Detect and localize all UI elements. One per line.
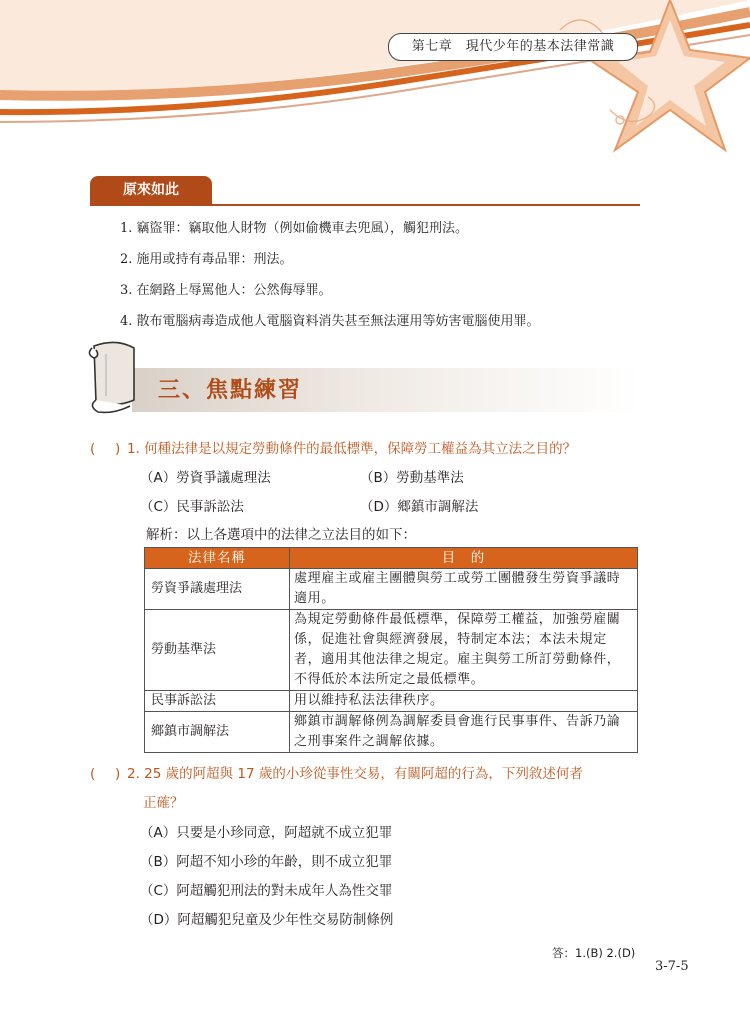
answer-blank-open: (: [90, 441, 96, 457]
question-text: 2. 25 歲的阿超與 17 歲的小珍從事性交易，有關阿超的行為，下列敘述何者: [127, 766, 583, 782]
section-tab-label: 原來如此: [90, 176, 212, 204]
table-row: [145, 610, 638, 691]
chapter-title: 第七章 現代少年的基本法律常識: [388, 33, 638, 61]
law-name: 勞資爭議處理法: [145, 569, 290, 610]
answer-blank-close: ): [115, 766, 121, 782]
question-text: 1. 何種法律是以規定勞動條件的最低標準，保障勞工權益為其立法之目的？: [127, 441, 577, 457]
analysis-text: 解析：以上各選項中的法律之立法目的如下：: [146, 527, 416, 543]
law-purpose: 用以維持私法法律秩序。: [290, 691, 638, 712]
explanation-item: 3. 在網路上辱罵他人：公然侮辱罪。: [120, 283, 332, 298]
header-decoration: [0, 0, 750, 160]
law-purpose-table: [144, 547, 638, 753]
answer-blank-open: (: [90, 766, 96, 782]
law-name: 鄉鎮市調解法: [145, 712, 290, 753]
law-purpose: 鄉鎮市調解條例為調解委員會進行民事事件、告訴乃論之刑事案件之調解依據。: [290, 712, 638, 753]
law-name: 民事訴訟法: [145, 691, 290, 712]
option-b: （B）阿超不知小珍的年齡，則不成立犯罪: [140, 854, 393, 870]
table-row: [145, 569, 638, 610]
law-purpose: 為規定勞動條件最低標準，保障勞工權益，加強勞雇關係，促進社會與經濟發展，特制定本法；本法未規定者，適用其他法律之規定。雇主與勞工所訂勞動條件，不得低於本法所定之最低標準。: [290, 610, 638, 691]
explanation-item: 2. 施用或持有毒品罪：刑法。: [120, 252, 293, 267]
law-name: 勞動基準法: [145, 610, 290, 691]
option-c: （C）民事訴訟法: [140, 499, 244, 515]
table-header-row: [145, 548, 638, 569]
option-c: （C）阿超觸犯刑法的對未成年人為性交罪: [140, 883, 393, 899]
option-a: （A）勞資爭議處理法: [140, 470, 271, 486]
option-a: （A）只要是小珍同意，阿超就不成立犯罪: [140, 825, 393, 841]
scroll-icon: [86, 340, 146, 416]
answer-key: 答：1.(B) 2.(D): [552, 946, 636, 960]
law-purpose: 處理雇主或雇主團體與勞工或勞工團體發生勞資爭議時適用。: [290, 569, 638, 610]
option-b: （B）勞動基準法: [360, 470, 464, 486]
answer-blank-close: ): [115, 441, 121, 457]
table-header-name: 法律名稱: [145, 548, 290, 569]
page-number: 3-7-5: [655, 959, 689, 974]
table-header-purpose: 目 的: [290, 548, 638, 569]
option-d: （D）鄉鎮市調解法: [360, 499, 479, 515]
section-divider: [90, 204, 640, 206]
explanation-item: 1. 竊盜罪：竊取他人財物（例如偷機車去兜風），觸犯刑法。: [120, 221, 469, 236]
explanation-item: 4. 散布電腦病毒造成他人電腦資料消失甚至無法運用等妨害電腦使用罪。: [120, 314, 540, 329]
option-d: （D）阿超觸犯兒童及少年性交易防制條例: [140, 912, 394, 928]
question-text-continued: 正確？: [143, 795, 184, 811]
table-row: [145, 691, 638, 712]
table-row: [145, 712, 638, 753]
section-title: 三、焦點練習: [158, 377, 303, 403]
